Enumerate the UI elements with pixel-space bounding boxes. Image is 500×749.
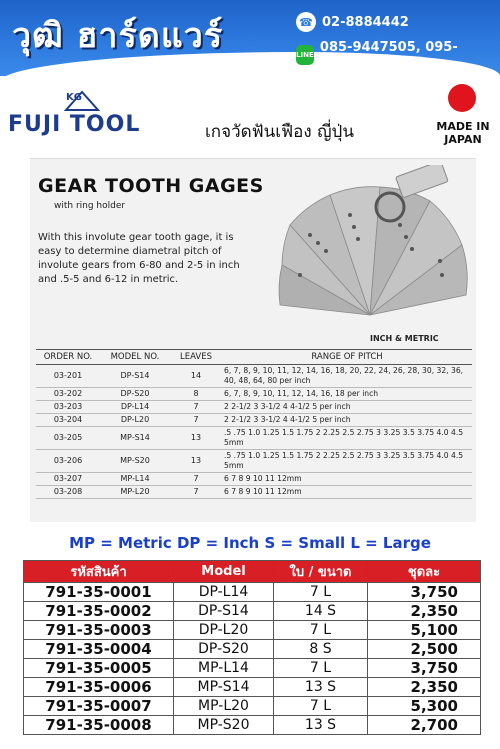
spec-row xyxy=(36,486,472,499)
price-cell: 2,350 xyxy=(368,678,481,697)
kg-logo-text: KG xyxy=(66,92,82,103)
price-row xyxy=(24,678,481,697)
price-cell: 3,750 xyxy=(368,659,481,678)
spec-pitch-cell: 6 7 8 9 10 11 12mm xyxy=(222,486,472,499)
spec-model-cell: DP-L14 xyxy=(100,401,170,414)
model-cell: MP-S14 xyxy=(174,678,274,697)
spec-leaves-cell: 14 xyxy=(170,365,222,388)
spec-col-order: ORDER NO. xyxy=(36,350,100,365)
spec-order-cell: 03-204 xyxy=(36,414,100,427)
spec-order-cell: 03-208 xyxy=(36,486,100,499)
spec-order-cell: 03-205 xyxy=(36,427,100,450)
price-row xyxy=(24,697,481,716)
price-col-price: ชุดละ xyxy=(368,561,481,583)
spec-order-cell: 03-203 xyxy=(36,401,100,414)
fuji-tool-logo xyxy=(8,92,168,140)
catalog-title: GEAR TOOTH GAGES xyxy=(38,175,264,197)
brand-name: FUJI TOOL xyxy=(8,112,141,137)
size-cell: 7 L xyxy=(274,659,368,678)
spec-leaves-cell: 13 xyxy=(170,427,222,450)
spec-model-cell: MP-S14 xyxy=(100,427,170,450)
spec-order-cell: 03-201 xyxy=(36,365,100,388)
spec-row xyxy=(36,414,472,427)
phone-icon: ☎ xyxy=(296,12,316,32)
japan-flag-icon xyxy=(448,84,476,112)
shop-name: วุฒิ ฮาร์ดแวร์ xyxy=(12,16,224,56)
spec-model-cell: DP-S14 xyxy=(100,365,170,388)
spec-pitch-cell: 2 2-1/2 3 3-1/2 4 4-1/2 5 per inch xyxy=(222,414,472,427)
product-code-cell: 791-35-0005 xyxy=(24,659,174,678)
spec-row xyxy=(36,401,472,414)
size-cell: 7 L xyxy=(274,697,368,716)
spec-order-cell: 03-202 xyxy=(36,388,100,401)
spec-col-pitch: RANGE OF PITCH xyxy=(222,350,472,365)
spec-leaves-cell: 7 xyxy=(170,401,222,414)
price-header-row xyxy=(24,561,481,583)
size-cell: 14 S xyxy=(274,602,368,621)
price-row xyxy=(24,583,481,602)
spec-model-cell: DP-L20 xyxy=(100,414,170,427)
model-cell: MP-S20 xyxy=(174,716,274,735)
spec-pitch-cell: .5 .75 1.0 1.25 1.5 1.75 2 2.25 2.5 2.75 3 3.25 3.5 3.75 4.0 4.5 5mm xyxy=(222,427,472,450)
phone-contact[interactable] xyxy=(296,12,409,32)
model-cell: DP-L14 xyxy=(174,583,274,602)
spec-pitch-cell: 6 7 8 9 10 11 12mm xyxy=(222,473,472,486)
made-in-line1: MADE IN xyxy=(436,120,490,133)
model-cell: MP-L20 xyxy=(174,697,274,716)
spec-order-cell: 03-206 xyxy=(36,450,100,473)
spec-pitch-cell: 6, 7, 8, 9, 10, 11, 12, 14, 16, 18, 20, 22, 24, 26, 28, 30, 32, 36, 40, 48, 64, 80 per inch xyxy=(222,365,472,388)
spec-table xyxy=(36,349,472,499)
inch-metric-label: INCH & METRIC xyxy=(370,334,439,343)
made-in-japan-badge xyxy=(428,80,498,150)
price-row xyxy=(24,602,481,621)
catalog-panel xyxy=(30,158,476,522)
spec-row xyxy=(36,427,472,450)
spec-pitch-cell: .5 .75 1.0 1.25 1.5 1.75 2 2.25 2.5 2.75 3 3.25 3.5 3.75 4.0 4.5 5mm xyxy=(222,450,472,473)
catalog-description: With this involute gear tooth gage, it is easy to determine diametral pitch of involute gears from 6-80 and 2-5 in inch and .5-5 and 6-12 in metric. xyxy=(38,232,240,285)
spec-header-row xyxy=(36,350,472,365)
product-subtitle: เกจวัดฟันเฟือง ญี่ปุ่น xyxy=(205,122,354,142)
spec-leaves-cell: 7 xyxy=(170,473,222,486)
model-cell: DP-L20 xyxy=(174,621,274,640)
spec-col-leaves: LEAVES xyxy=(170,350,222,365)
line-contact[interactable] xyxy=(296,40,500,70)
spec-order-cell: 03-207 xyxy=(36,473,100,486)
made-in-line2: JAPAN xyxy=(444,133,482,146)
line-ids: 085-9447505, 095-5064680 xyxy=(319,40,458,70)
price-row xyxy=(24,716,481,735)
size-cell: 13 S xyxy=(274,678,368,697)
product-code-cell: 791-35-0008 xyxy=(24,716,174,735)
line-icon: LINE xyxy=(296,45,314,65)
spec-pitch-cell: 2 2-1/2 3 3-1/2 4 4-1/2 5 per inch xyxy=(222,401,472,414)
price-col-model: Model xyxy=(174,561,274,583)
product-code-cell: 791-35-0004 xyxy=(24,640,174,659)
price-cell: 2,500 xyxy=(368,640,481,659)
spec-model-cell: MP-L20 xyxy=(100,486,170,499)
spec-row xyxy=(36,473,472,486)
size-cell: 13 S xyxy=(274,716,368,735)
spec-leaves-cell: 13 xyxy=(170,450,222,473)
spec-model-cell: DP-S20 xyxy=(100,388,170,401)
product-code-cell: 791-35-0003 xyxy=(24,621,174,640)
price-row xyxy=(24,640,481,659)
model-cell: MP-L14 xyxy=(174,659,274,678)
spec-leaves-cell: 8 xyxy=(170,388,222,401)
price-table xyxy=(23,560,481,735)
spec-leaves-cell: 7 xyxy=(170,486,222,499)
product-code-cell: 791-35-0001 xyxy=(24,583,174,602)
model-legend: MP = Metric DP = Inch S = Small L = Large xyxy=(69,534,431,552)
size-cell: 8 S xyxy=(274,640,368,659)
price-cell: 3,750 xyxy=(368,583,481,602)
price-cell: 2,350 xyxy=(368,602,481,621)
price-cell: 5,300 xyxy=(368,697,481,716)
gear-gage-fan-image xyxy=(270,165,470,335)
phone-number: 02-8884442 xyxy=(322,14,409,30)
spec-model-cell: MP-S20 xyxy=(100,450,170,473)
price-cell: 5,100 xyxy=(368,621,481,640)
spec-col-model: MODEL NO. xyxy=(100,350,170,365)
spec-row xyxy=(36,388,472,401)
price-cell: 2,700 xyxy=(368,716,481,735)
spec-row xyxy=(36,365,472,388)
spec-pitch-cell: 6, 7, 8, 9, 10, 11, 12, 14, 16, 18 per inch xyxy=(222,388,472,401)
size-cell: 7 L xyxy=(274,621,368,640)
spec-leaves-cell: 7 xyxy=(170,414,222,427)
header-banner xyxy=(0,0,500,76)
product-code-cell: 791-35-0006 xyxy=(24,678,174,697)
product-code-cell: 791-35-0007 xyxy=(24,697,174,716)
catalog-subtitle: with ring holder xyxy=(54,201,126,211)
product-code-cell: 791-35-0002 xyxy=(24,602,174,621)
spec-row xyxy=(36,450,472,473)
price-row xyxy=(24,621,481,640)
price-col-code: รหัสสินค้า xyxy=(24,561,174,583)
price-row xyxy=(24,659,481,678)
size-cell: 7 L xyxy=(274,583,368,602)
model-cell: DP-S14 xyxy=(174,602,274,621)
price-col-size: ใบ / ขนาด xyxy=(274,561,368,583)
model-cell: DP-S20 xyxy=(174,640,274,659)
spec-model-cell: MP-L14 xyxy=(100,473,170,486)
